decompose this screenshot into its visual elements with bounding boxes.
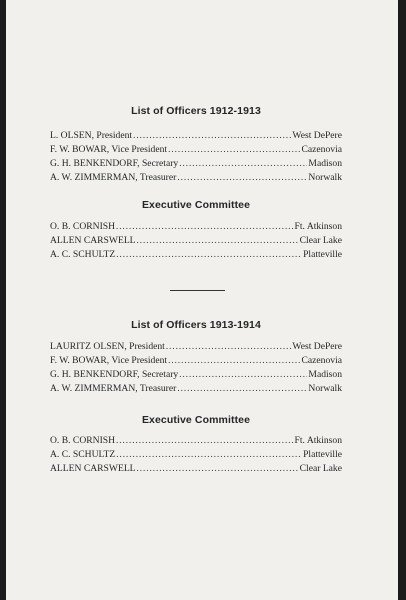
officer-name: A. W. ZIMMERMAN, Treasurer (50, 172, 177, 183)
member-place: Ft. Atkinson (294, 435, 342, 446)
dot-leader (116, 433, 294, 447)
officer-row (50, 142, 342, 156)
dot-leader (179, 367, 307, 381)
executive-committee-1912-section (50, 199, 342, 261)
dot-leader (179, 156, 307, 170)
dot-leader (166, 339, 292, 353)
dot-leader (116, 219, 294, 233)
member-name: A. C. SCHULTZ (50, 249, 116, 260)
section-heading: List of Officers 1912-1913 (131, 105, 261, 117)
officer-place: Cazenovia (301, 144, 342, 155)
document-page (6, 0, 398, 600)
officer-row (50, 156, 342, 170)
member-name: O. B. CORNISH (50, 435, 116, 446)
officer-place: Madison (308, 369, 342, 380)
dot-leader (137, 233, 299, 247)
officer-name: A. W. ZIMMERMAN, Treasurer (50, 383, 177, 394)
executive-committee-1913-section (50, 414, 342, 475)
officer-row (50, 339, 342, 353)
officer-name: L. OLSEN, President (50, 130, 133, 141)
officer-row (50, 353, 342, 367)
committee-row (50, 461, 342, 475)
officer-place: West DePere (292, 341, 342, 352)
member-name: A. C. SCHULTZ (50, 449, 116, 460)
committee-row (50, 433, 342, 447)
section-divider-rule (170, 290, 225, 291)
officers-1912-1913-section (50, 105, 342, 184)
officer-place: West DePere (292, 130, 342, 141)
committee-row (50, 247, 342, 261)
officer-place: Cazenovia (301, 355, 342, 366)
section-heading: Executive Committee (141, 199, 251, 211)
dot-leader (168, 142, 300, 156)
dot-leader (177, 381, 307, 395)
officer-place: Norwalk (308, 383, 342, 394)
dot-leader (116, 447, 302, 461)
officer-row (50, 128, 342, 142)
officer-name: G. H. BENKENDORF, Secretary (50, 369, 179, 380)
member-place: Clear Lake (299, 463, 342, 474)
member-name: ALLEN CARSWELL (50, 463, 136, 474)
officer-name: LAURITZ OLSEN, President (50, 341, 165, 352)
dot-leader (168, 353, 300, 367)
officer-place: Madison (308, 158, 342, 169)
member-place: Platteville (303, 249, 342, 260)
dot-leader (137, 461, 299, 475)
section-heading: Executive Committee (141, 414, 251, 426)
member-place: Platteville (303, 449, 342, 460)
officer-name: G. H. BENKENDORF, Secretary (50, 158, 179, 169)
committee-row (50, 219, 342, 233)
committee-row (50, 447, 342, 461)
member-name: O. B. CORNISH (50, 221, 116, 232)
member-place: Clear Lake (299, 235, 342, 246)
officer-row (50, 367, 342, 381)
officer-place: Norwalk (308, 172, 342, 183)
member-place: Ft. Atkinson (294, 221, 342, 232)
member-name: ALLEN CARSWELL (50, 235, 136, 246)
officer-row (50, 381, 342, 395)
officer-name: F. W. BOWAR, Vice President (50, 144, 168, 155)
section-heading: List of Officers 1913-1914 (131, 319, 261, 331)
officer-name: F. W. BOWAR, Vice President (50, 355, 168, 366)
dot-leader (177, 170, 307, 184)
officers-1913-1914-section (50, 319, 342, 395)
dot-leader (116, 247, 302, 261)
committee-row (50, 233, 342, 247)
officer-row (50, 170, 342, 184)
dot-leader (133, 128, 291, 142)
